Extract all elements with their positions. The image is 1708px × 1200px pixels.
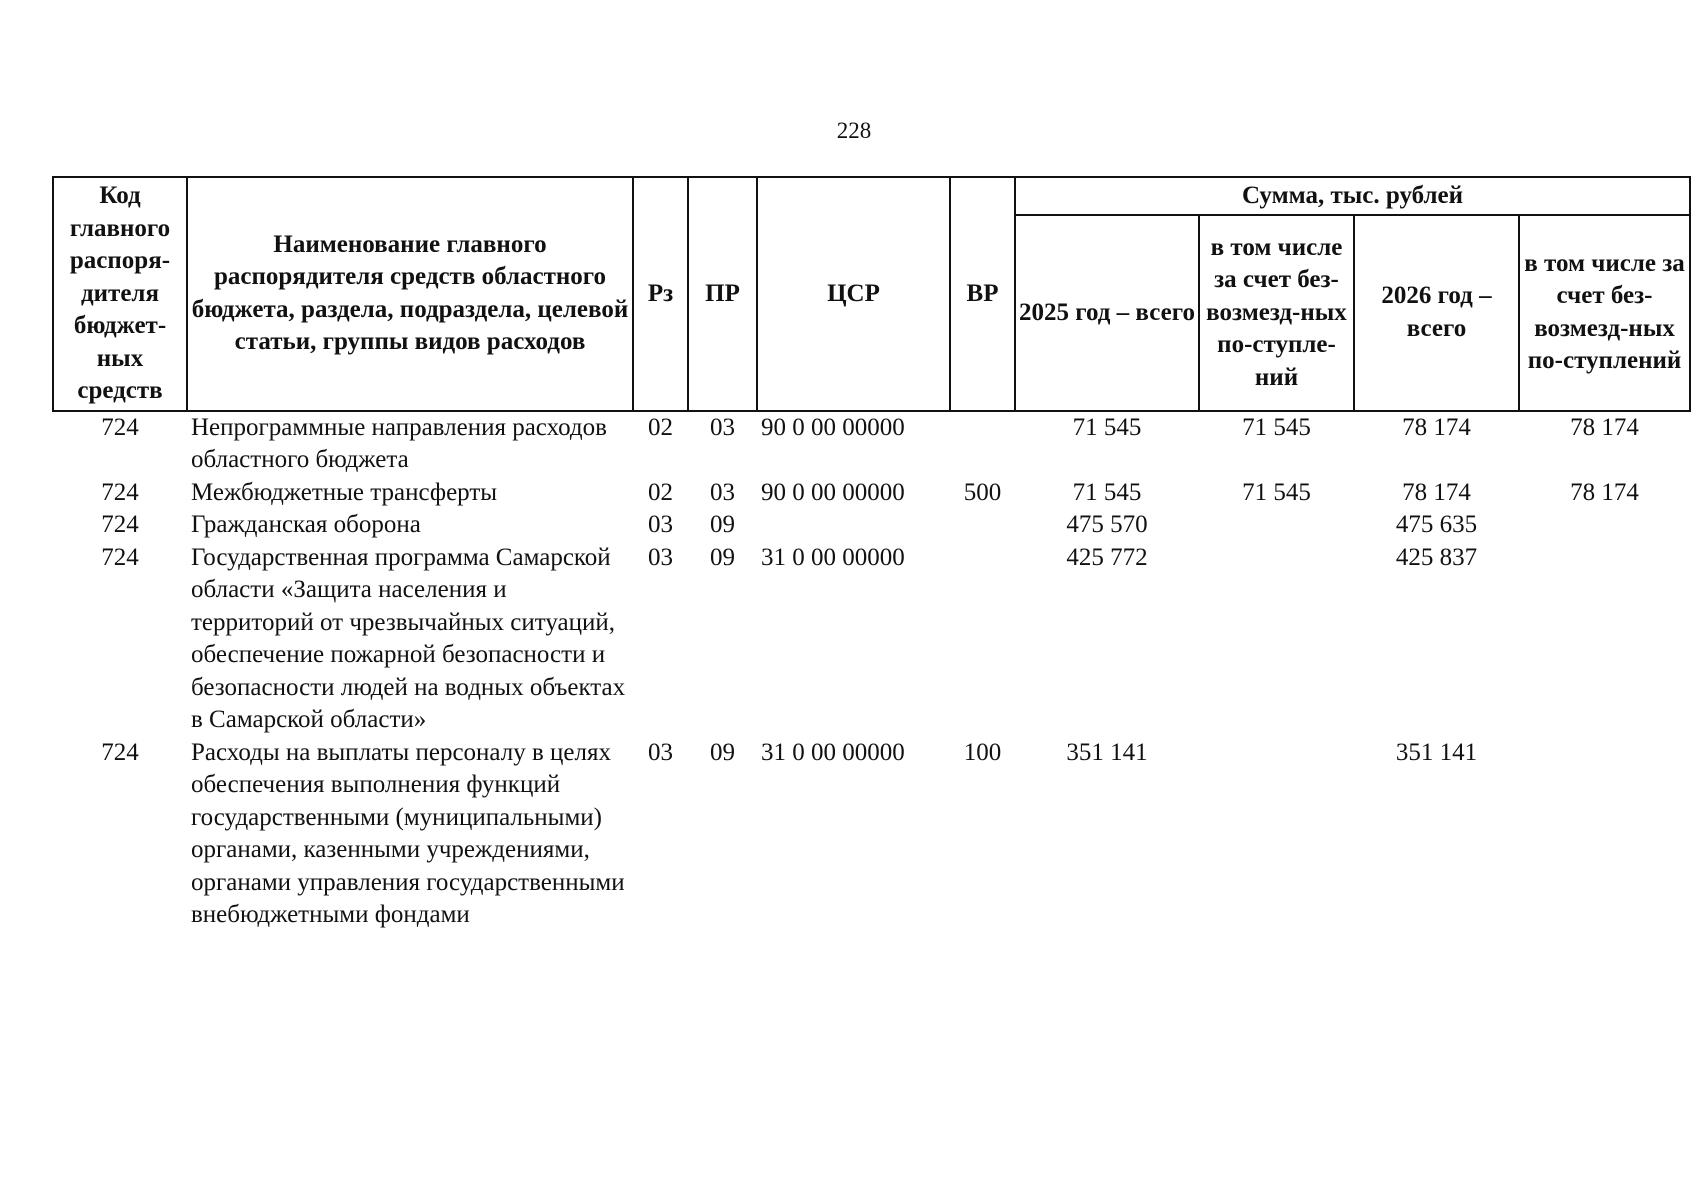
cell-name: Непрограммные направления расходов областного бюджета <box>191 413 607 473</box>
cell-2025-total: 425 772 <box>1066 543 1148 571</box>
cell-2026-gratuitous: 78 174 <box>1570 413 1639 441</box>
cell-2026-total: 78 174 <box>1402 478 1471 506</box>
table-row <box>53 477 1690 510</box>
cell-2025-gratuitous: 71 545 <box>1242 413 1311 441</box>
cell-pr: 03 <box>710 413 735 441</box>
budget-table <box>52 176 1691 932</box>
cell-rz: 02 <box>648 413 673 441</box>
cell-csr: 31 0 00 00000 <box>761 738 905 766</box>
cell-code: 724 <box>101 478 139 506</box>
cell-name: Государственная программа Самарской области «Защита населения и территорий от чрезвычайных ситуаций, обеспечение пожарной безопасности и безопасности людей на водных объектах в Самарской области» <box>191 543 626 733</box>
cell-code: 724 <box>101 413 139 441</box>
cell-2025-gratuitous <box>1199 509 1354 542</box>
table-header <box>53 177 1690 411</box>
header-2025-gratuitous: в том числе за счет без-возмезд-ных по-ступле-ний <box>1199 215 1354 411</box>
table-row <box>53 509 1690 542</box>
cell-2025-total: 351 141 <box>1066 738 1148 766</box>
table-row <box>53 737 1690 932</box>
cell-2026-gratuitous <box>1519 542 1690 737</box>
header-csr: ЦСР <box>757 177 950 411</box>
page-number: 228 <box>836 118 872 143</box>
cell-2025-gratuitous: 71 545 <box>1242 478 1311 506</box>
cell-code: 724 <box>101 543 139 571</box>
cell-vr: 500 <box>963 478 1002 506</box>
cell-2025-total: 71 545 <box>1072 413 1142 441</box>
header-rz: Рз <box>633 177 688 411</box>
cell-code: 724 <box>101 511 139 538</box>
cell-2026-total: 351 141 <box>1395 738 1478 766</box>
cell-2026-gratuitous <box>1519 509 1690 542</box>
cell-name: Межбюджетные трансферты <box>191 478 498 506</box>
cell-2025-gratuitous <box>1199 737 1354 932</box>
cell-2026-total: 425 837 <box>1395 543 1478 571</box>
cell-vr: 100 <box>963 738 1002 766</box>
cell-rz: 03 <box>648 738 673 766</box>
cell-rz: 02 <box>648 478 673 506</box>
header-code: Код главного распоря-дителя бюджет-ных средств <box>53 177 187 411</box>
header-2025-total: 2025 год – всего <box>1015 215 1199 411</box>
cell-vr <box>950 509 1015 542</box>
header-pr: ПР <box>688 177 757 411</box>
cell-2025-total: 475 570 <box>1066 511 1148 538</box>
cell-vr <box>950 542 1015 737</box>
cell-2026-gratuitous <box>1519 737 1690 932</box>
cell-pr: 03 <box>710 478 735 506</box>
header-sum: Сумма, тыс. рублей <box>1015 177 1690 215</box>
table-row <box>53 542 1690 737</box>
header-2026-gratuitous: в том числе за счет без-возмезд-ных по-ступлений <box>1519 215 1690 411</box>
cell-pr: 09 <box>710 511 735 538</box>
cell-2026-total: 475 635 <box>1395 511 1478 538</box>
cell-rz: 03 <box>648 511 673 538</box>
cell-pr: 09 <box>710 738 735 766</box>
cell-csr: 90 0 00 00000 <box>761 478 905 506</box>
cell-csr <box>757 509 950 542</box>
cell-name: Гражданская оборона <box>191 511 421 538</box>
cell-2026-total: 78 174 <box>1402 413 1471 441</box>
cell-2025-gratuitous <box>1199 542 1354 737</box>
cell-rz: 03 <box>648 543 673 571</box>
cell-code: 724 <box>101 738 139 766</box>
cell-2025-total: 71 545 <box>1072 478 1142 506</box>
header-vr: ВР <box>950 177 1015 411</box>
cell-csr: 90 0 00 00000 <box>761 413 905 441</box>
cell-pr: 09 <box>710 543 735 571</box>
cell-name: Расходы на выплаты персоналу в целях обеспечения выполнения функций государственными (муниципальными) органами, казенными учреждениями, органами управления государственными внебюджетными фондами <box>191 738 625 928</box>
table-row <box>53 411 1690 477</box>
table-body <box>53 411 1690 932</box>
header-2026-total: 2026 год – всего <box>1354 215 1519 411</box>
cell-csr: 31 0 00 00000 <box>761 543 905 571</box>
cell-2026-gratuitous: 78 174 <box>1570 478 1639 506</box>
header-name: Наименование главного распорядителя средств областного бюджета, раздела, подраздела, целевой статьи, группы видов расходов <box>187 177 633 411</box>
cell-vr <box>950 411 1015 477</box>
